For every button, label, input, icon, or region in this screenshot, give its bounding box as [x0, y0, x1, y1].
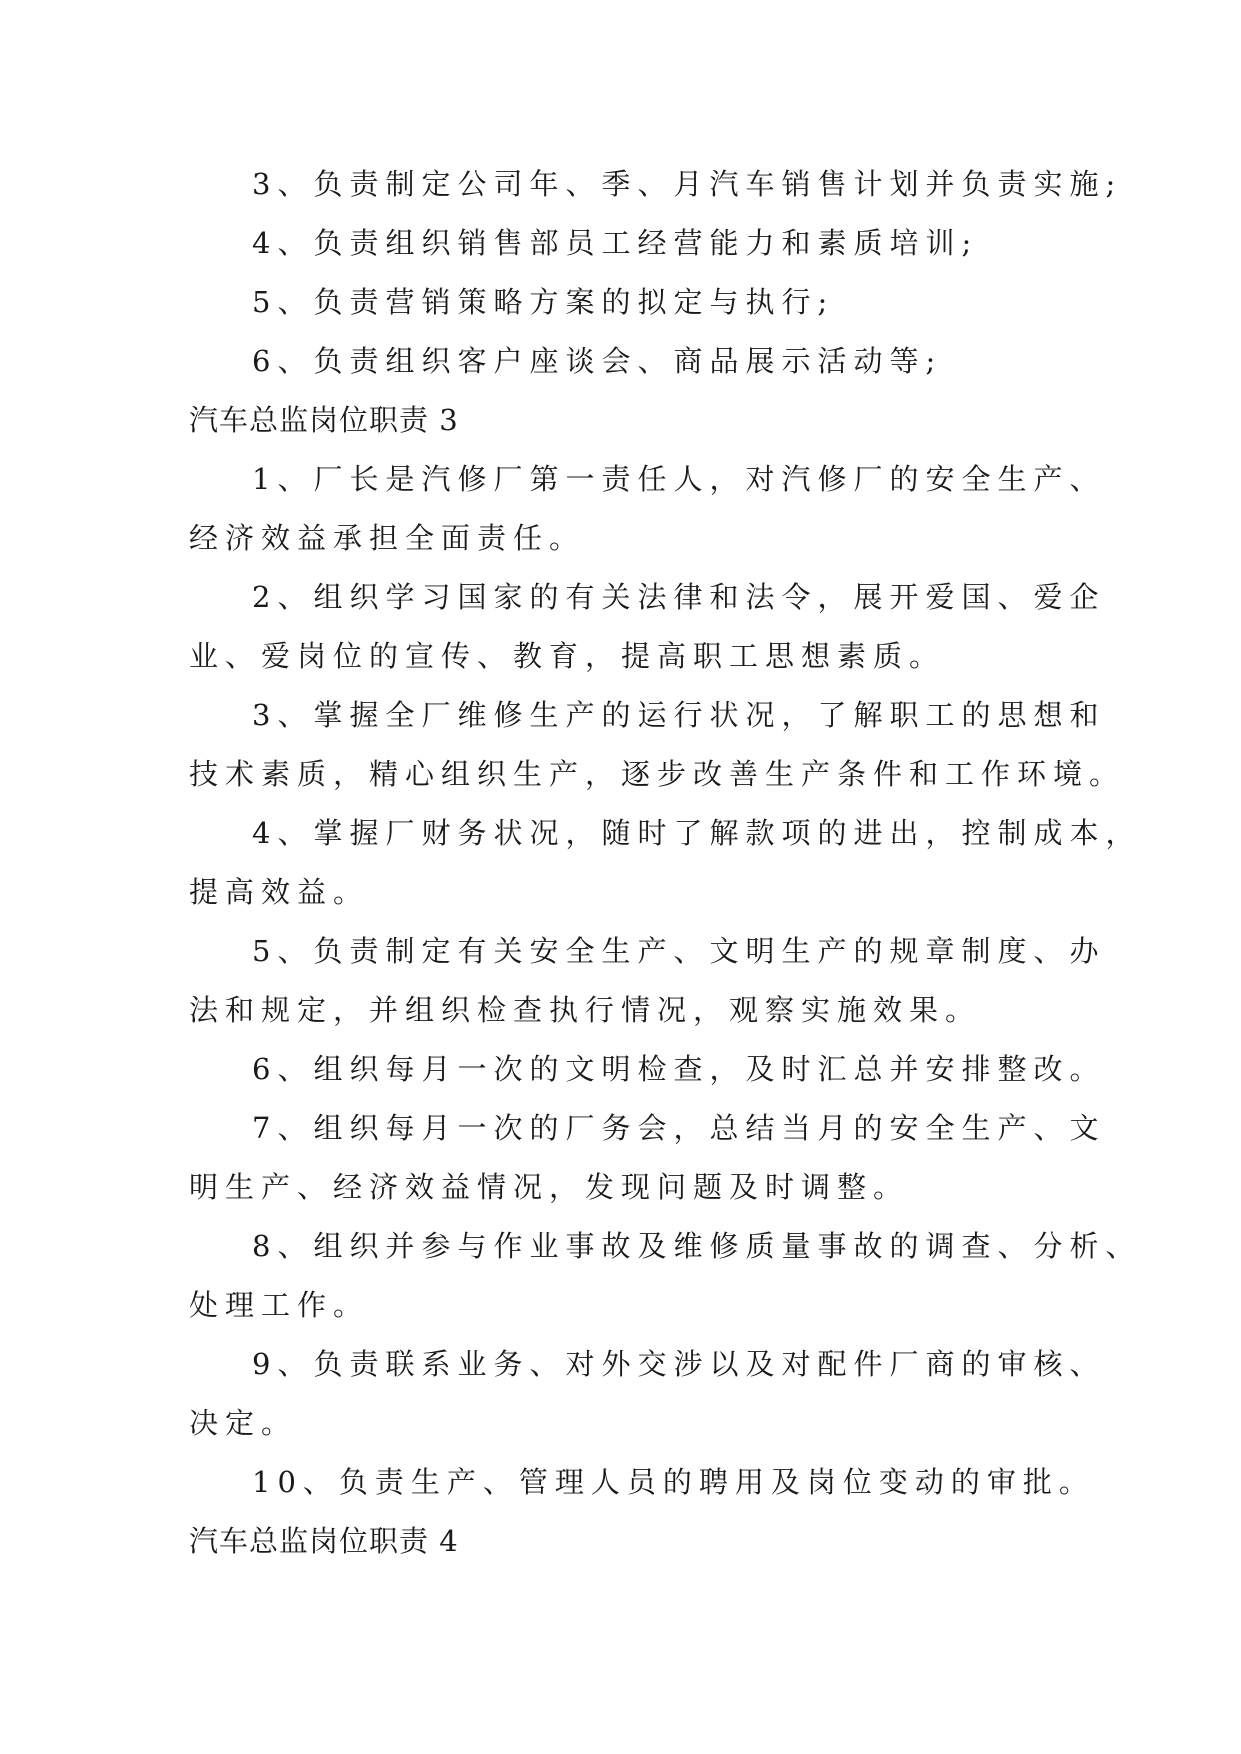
list-item: 3、掌握全厂维修生产的运行状况，了解职工的思想和: [252, 698, 1106, 732]
list-item: 9、负责联系业务、对外交涉以及对配件厂商的审核、: [252, 1347, 1106, 1381]
list-item-continuation: 处理工作。: [189, 1288, 370, 1322]
list-item: 4、负责组织销售部员工经营能力和素质培训;: [252, 226, 979, 260]
list-item: 4、掌握厂财务状况，随时了解款项的进出，控制成本，: [252, 816, 1142, 850]
section-heading: 汽车总监岗位职责 4: [189, 1524, 459, 1558]
list-item-continuation: 业、爱岗位的宣传、教育，提高职工思想素质。: [189, 639, 946, 673]
list-item: 8、组织并参与作业事故及维修质量事故的调查、分析、: [252, 1229, 1142, 1263]
list-item-continuation: 明生产、经济效益情况，发现问题及时调整。: [189, 1170, 910, 1204]
list-item-continuation: 法和规定，并组织检查执行情况，观察实施效果。: [189, 993, 982, 1027]
list-item: 5、负责制定有关安全生产、文明生产的规章制度、办: [252, 934, 1106, 968]
list-item-continuation: 经济效益承担全面责任。: [189, 521, 586, 555]
section-heading: 汽车总监岗位职责 3: [189, 403, 459, 437]
list-item-continuation: 提高效益。: [189, 875, 370, 909]
list-item-continuation: 技术素质，精心组织生产，逐步改善生产条件和工作环境。: [189, 757, 1126, 791]
list-item: 7、组织每月一次的厂务会，总结当月的安全生产、文: [252, 1111, 1106, 1145]
list-item: 2、组织学习国家的有关法律和法令，展开爱国、爱企: [252, 580, 1106, 614]
list-item-continuation: 决定。: [189, 1406, 298, 1440]
list-item: 1、厂长是汽修厂第一责任人，对汽修厂的安全生产、: [252, 462, 1106, 496]
list-item: 3、负责制定公司年、季、月汽车销售计划并负责实施;: [252, 167, 1123, 201]
list-item: 6、组织每月一次的文明检查，及时汇总并安排整改。: [252, 1052, 1106, 1086]
document-page: [189, 155, 1142, 1571]
list-item: 10、负责生产、管理人员的聘用及岗位变动的审批。: [252, 1465, 1095, 1499]
list-item: 6、负责组织客户座谈会、商品展示活动等;: [252, 344, 943, 378]
list-item: 5、负责营销策略方案的拟定与执行;: [252, 285, 835, 319]
